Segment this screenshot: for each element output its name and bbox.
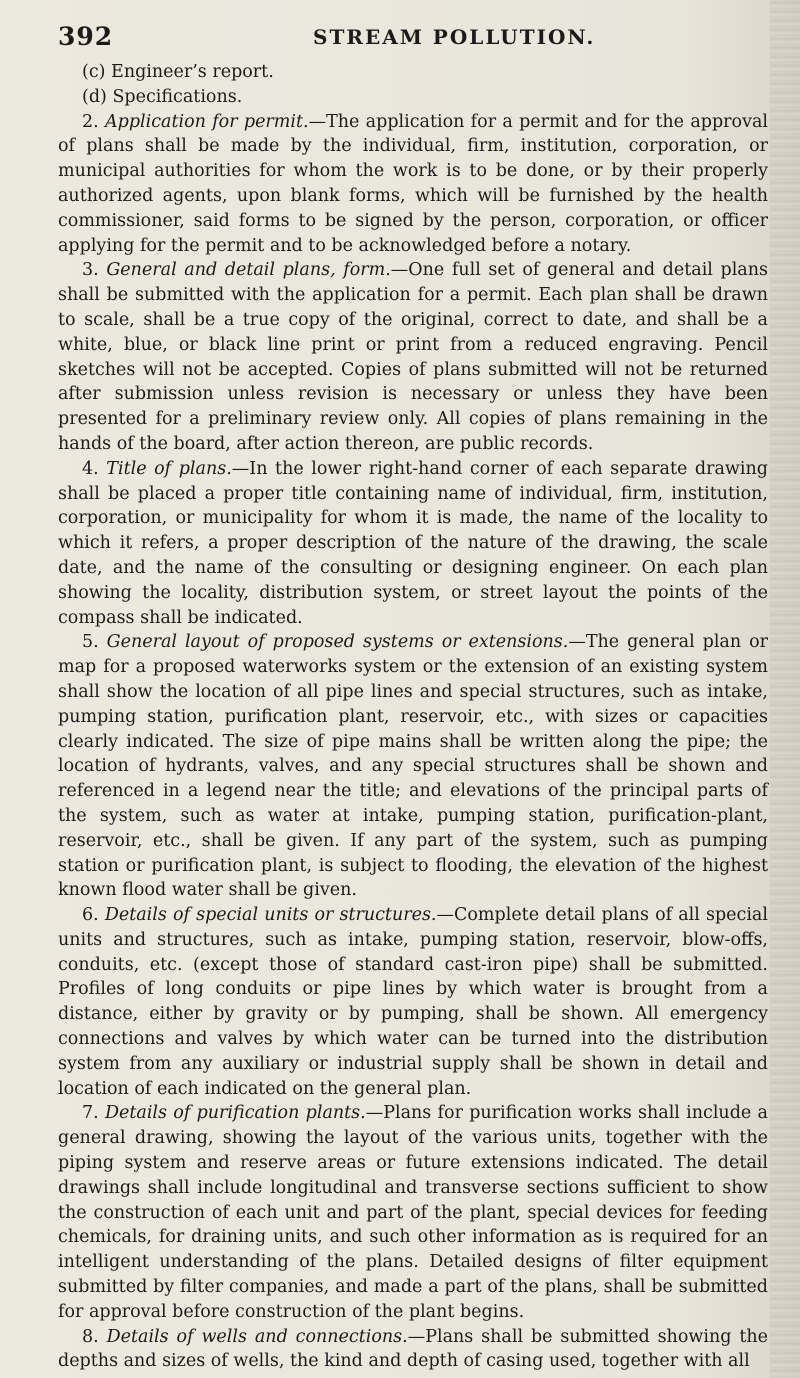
section-heading: Details of wells and connections.: [106, 1326, 408, 1347]
section-number: 3.: [82, 260, 99, 281]
section-text: —One full set of general and detail plans shall be submitted with the application for a permit. Each plan shall be drawn to scale, shall be a true copy of the original, correct to date, and shall be a white, blue, or black line print or print from a reduced engraving. Pencil sketches will not be accepted. Copies of plans submitted will not be returned after submission unless revision is necessary or unless they have been presented for a preliminary review only. All copies of plans remaining in the hands of the board, after action thereon, are public records.: [58, 260, 768, 454]
section-2: [58, 110, 768, 259]
page-body: [58, 60, 768, 1374]
section-4: [58, 457, 768, 631]
list-item-c: [58, 60, 768, 85]
list-marker: (d): [82, 86, 107, 107]
section-heading: Title of plans.: [106, 458, 232, 479]
section-6: [58, 903, 768, 1101]
page-number: 392: [58, 22, 114, 51]
section-number: 6.: [82, 905, 99, 926]
section-heading: General layout of proposed systems or extensions.: [106, 632, 569, 653]
section-heading: Application for permit.: [105, 111, 309, 132]
section-text: —In the lower right-hand corner of each separate drawing shall be placed a proper title containing name of individual, firm, institution, corporation, or municipality for whom it is made, the name of the locality to which it refers, a proper description of the nature of the drawing, the scale date, and the name of the consulting or designing engineer. On each plan showing the locality, distribution system, or street layout the points of the compass shall be indicated.: [58, 458, 768, 628]
section-text: —Complete detail plans of all special units and structures, such as intake, pumping station, reservoir, blow-offs, conduits, etc. (except those of standard cast-iron pipe) shall be submitted. Profiles of long conduits or pipe lines by which water is brought from a distance, either by gravity or by pumping, shall be shown. All emergency connections and valves by which water can be turned into the distribution system from any auxiliary or industrial supply shall be shown in detail and location of each indicated on the general plan.: [58, 905, 768, 1099]
section-8: [58, 1325, 768, 1375]
list-text: Engineer’s report.: [111, 62, 274, 82]
section-number: 5.: [82, 632, 99, 653]
page-header: [58, 22, 758, 52]
section-number: 8.: [82, 1326, 99, 1347]
list-text: Specifications.: [112, 86, 243, 107]
running-head: STREAM POLLUTION.: [313, 25, 596, 49]
section-7: [58, 1101, 768, 1324]
list-marker: (c): [82, 62, 106, 82]
section-heading: General and detail plans, form.: [106, 260, 391, 281]
section-number: 4.: [82, 458, 99, 479]
page-edge: [770, 0, 800, 1378]
section-text: —The general plan or map for a proposed waterworks system or the extension of an existing system shall show the location of all pipe lines and special structures, such as intake, pumping station, purification plant, reservoir, etc., with sizes or capacities clearly indicated. The size of pipe mains shall be written along the pipe; the location of hydrants, valves, and any special structures shall be shown and referenced in a legend near the title; and elevations of the principal parts of the system, such as water at intake, pumping station, purification-plant, reservoir, etc., shall be given. If any part of the system, such as pumping station or purification plant, is subject to flooding, the elevation of the highest known flood water shall be given.: [58, 632, 768, 901]
section-number: 7.: [82, 1103, 99, 1124]
section-text: —Plans shall be submitted showing the depths and sizes of wells, the kind and depth of casing used, together with all: [58, 1326, 768, 1372]
section-text: —The application for a permit and for the approval of plans shall be made by the individual, firm, institution, corporation, or municipal authorities for whom the work is to be done, or by their properly authorized agents, upon blank forms, which will be furnished by the health commissioner, said forms to be signed by the person, corporation, or officer applying for the permit and to be acknowledged before a notary.: [58, 111, 768, 256]
section-heading: Details of purification plants.: [104, 1103, 366, 1124]
section-3: [58, 258, 768, 456]
section-5: [58, 630, 768, 903]
section-text: —Plans for purification works shall include a general drawing, showing the layout of the various units, together with the piping system and reserve areas or future extensions indicated. The detail drawings shall include longitudinal and transverse sections sufficient to show the construction of each unit and part of the plant, special devices for feeding chemicals, for draining units, and such other information as is required for an intelligent understanding of the plans. Detailed designs of filter equipment submitted by filter companies, and made a part of the plans, shall be submitted for approval before construction of the plant begins.: [58, 1103, 768, 1322]
section-heading: Details of special units or structures.: [104, 905, 437, 926]
list-item-d: [58, 85, 768, 110]
section-number: 2.: [82, 111, 99, 132]
